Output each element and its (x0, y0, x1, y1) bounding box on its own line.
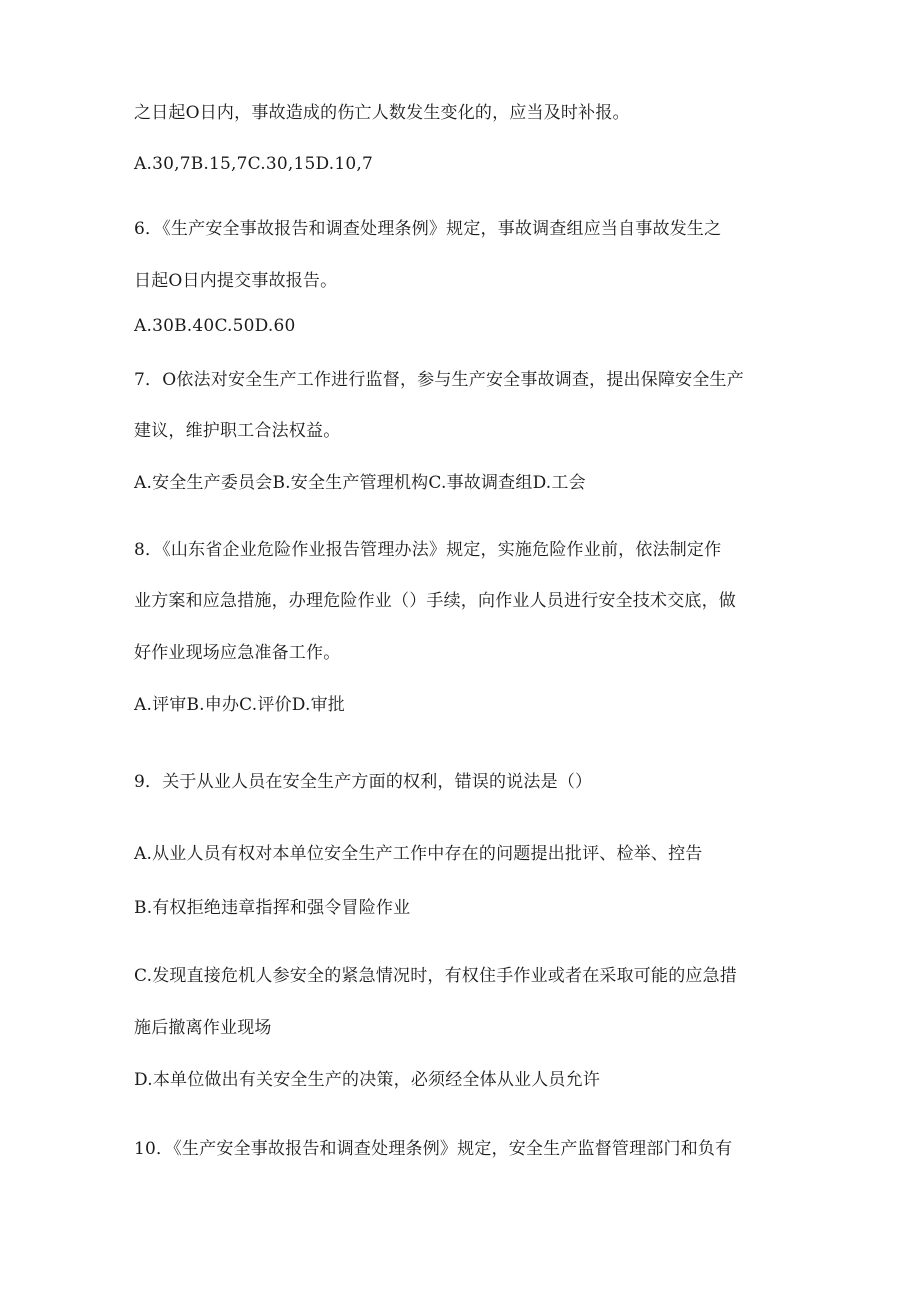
text-line: 日起O日内提交事故报告。 (134, 271, 338, 291)
answer-options: A.30,7B.15,7C.30,15D.10,7 (134, 154, 374, 174)
question-10: 10．《生产安全事故报告和调查处理条例》规定，安全生产监督管理部门和负有 (134, 1139, 733, 1159)
answer-options: A.30B.40C.50D.60 (134, 316, 296, 336)
text-line: 建议，维护职工合法权益。 (134, 421, 341, 441)
text-line: 好作业现场应急准备工作。 (134, 643, 341, 663)
answer-option-d: D.本单位做出有关安全生产的决策，必须经全体从业人员允许 (134, 1070, 601, 1090)
answer-option-c: C.发现直接危机人参安全的紧急情况时，有权住手作业或者在采取可能的应急措 (134, 966, 738, 986)
question-9: 9．关于从业人员在安全生产方面的权利，错误的说法是（） (134, 772, 593, 792)
answer-option-b: B.有权拒绝违章指挥和强令冒险作业 (134, 898, 411, 918)
question-7: 7．O依法对安全生产工作进行监督，参与生产安全事故调查，提出保障安全生产 (134, 370, 744, 390)
answer-options: A.安全生产委员会B.安全生产管理机构C.事故调查组D.工会 (134, 473, 586, 493)
answer-option-a: A.从业人员有权对本单位安全生产工作中存在的问题提出批评、检举、控告 (134, 844, 703, 864)
answer-options: A.评审B.申办C.评价D.审批 (134, 695, 346, 715)
text-line: 施后撤离作业现场 (134, 1018, 272, 1038)
question-8: 8．《山东省企业危险作业报告管理办法》规定，实施危险作业前，依法制定作 (134, 540, 722, 560)
question-6: 6．《生产安全事故报告和调查处理条例》规定，事故调查组应当自事故发生之 (134, 219, 722, 239)
text-line: 之日起O日内，事故造成的伤亡人数发生变化的，应当及时补报。 (134, 103, 630, 123)
text-line: 业方案和应急措施，办理危险作业（）手续，向作业人员进行安全技术交底，做 (134, 591, 736, 611)
